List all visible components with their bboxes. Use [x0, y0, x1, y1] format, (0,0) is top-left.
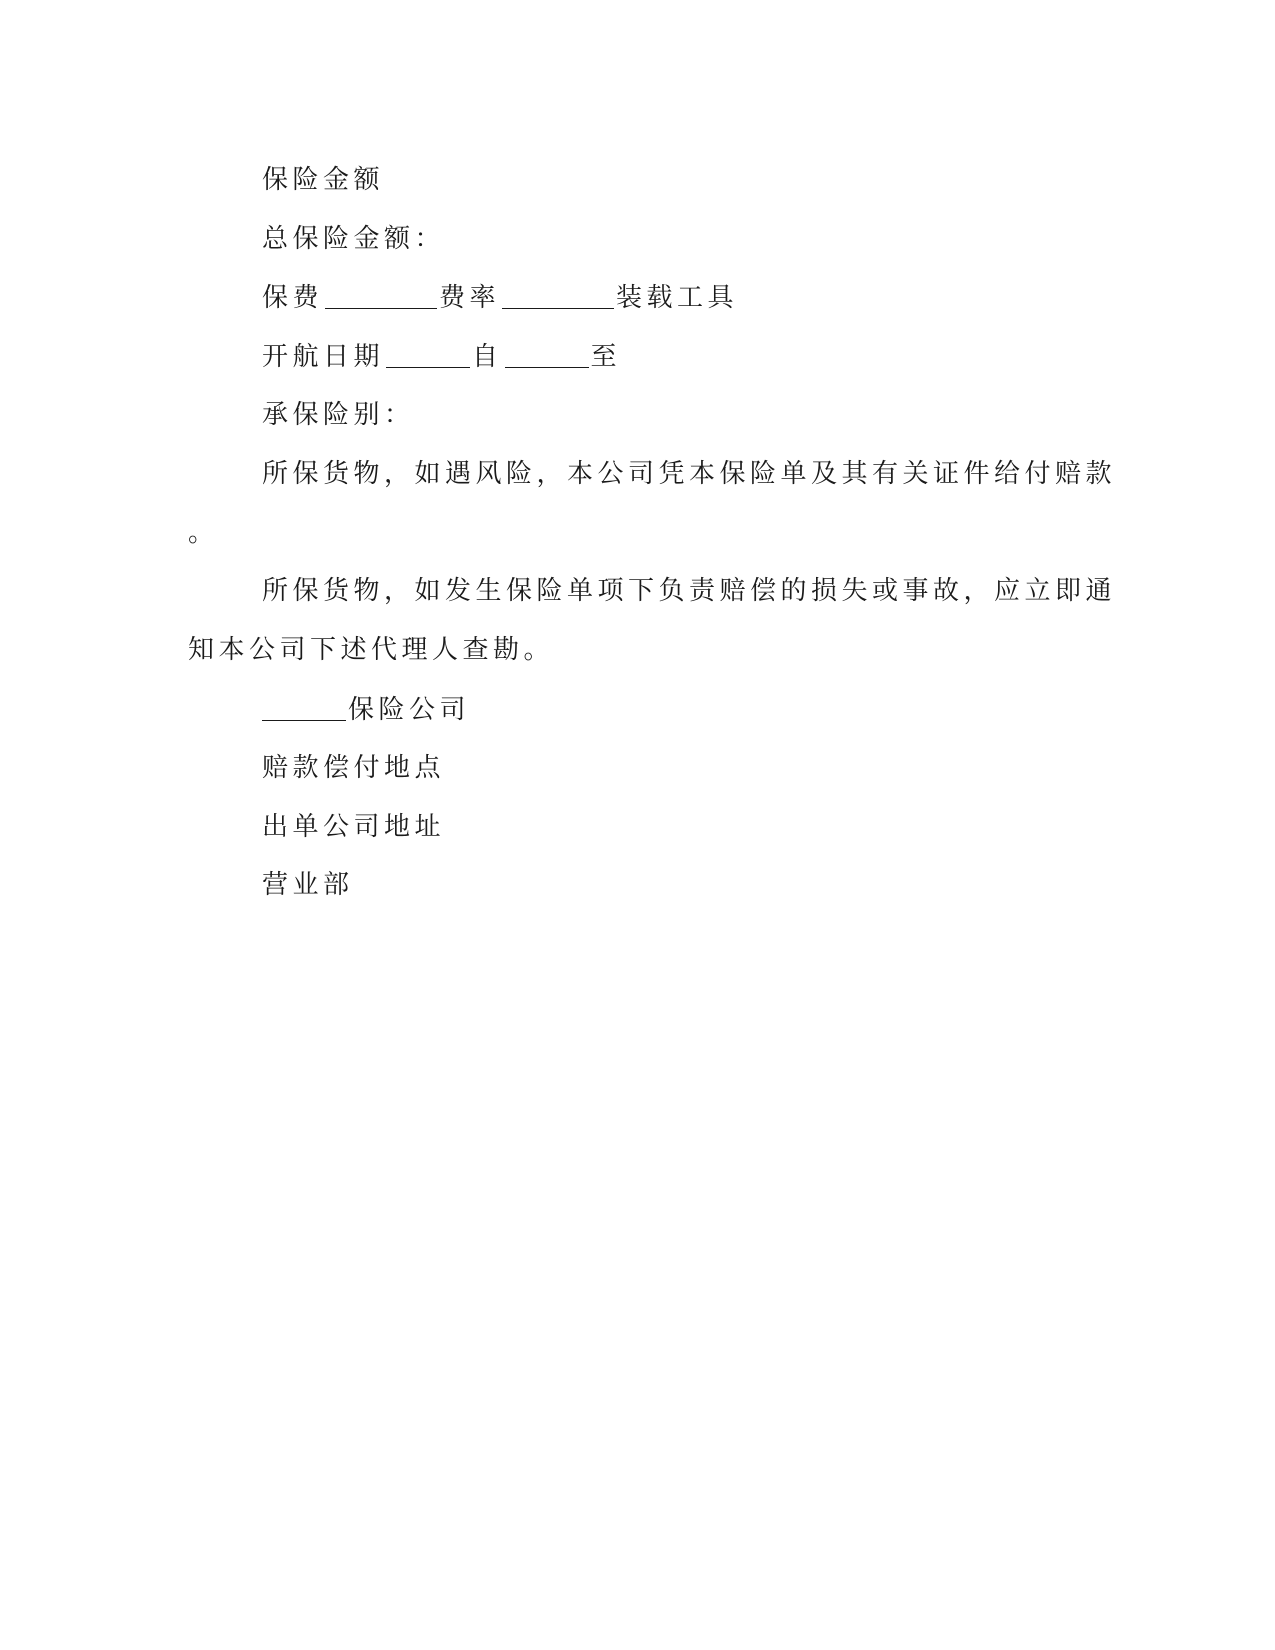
claim-paragraph-line-1: 所保货物，如遇风险，本公司凭本保险单及其有关证件给付赔款 [262, 459, 1117, 489]
premium-line [262, 282, 738, 313]
sailing-date-blank [386, 341, 470, 368]
issuing-office-address-label: 出单公司地址 [262, 812, 446, 842]
claim-paragraph-line-2: 。 [188, 518, 219, 548]
premium-blank [325, 282, 437, 309]
rate-label: 费率 [439, 283, 501, 313]
rate-blank [502, 282, 614, 309]
notice-paragraph-line-1: 所保货物，如发生保险单项下负责赔偿的损失或事故，应立即通 [262, 576, 1117, 606]
from-blank [505, 341, 589, 368]
claim-payable-location-label: 赔款偿付地点 [262, 753, 446, 783]
from-label: 自 [472, 342, 503, 372]
insurance-company-label: 保险公司 [348, 695, 471, 725]
total-sum-insured-label: 总保险金额： [262, 224, 446, 254]
insurance-company-line [262, 694, 470, 725]
sailing-date-line [262, 341, 621, 372]
insurance-company-blank [262, 694, 346, 721]
business-department-label: 营业部 [262, 870, 354, 900]
notice-paragraph-line-2: 知本公司下述代理人查勘。 [188, 635, 555, 665]
sum-insured-label: 保险金额 [262, 165, 385, 195]
conveyance-label: 装载工具 [616, 283, 739, 313]
sailing-date-label: 开航日期 [262, 342, 385, 372]
coverage-label: 承保险别： [262, 400, 415, 430]
premium-label: 保费 [262, 283, 324, 313]
to-label: 至 [590, 342, 622, 372]
